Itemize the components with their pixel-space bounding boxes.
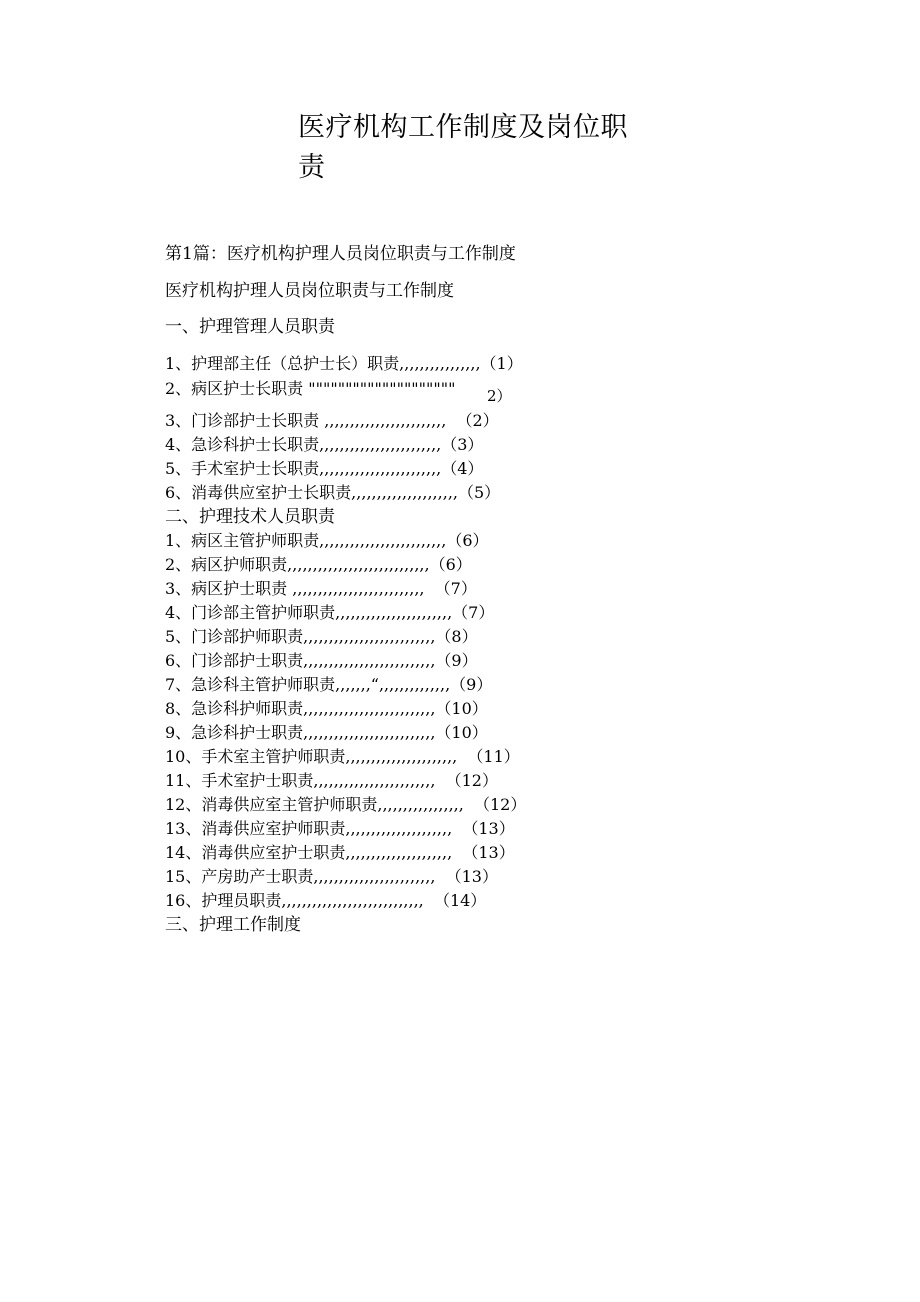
toc-entry: 3、门诊部护士长职责 ,,,,,,,,,,,,,,,,,,,,,,,, （2） bbox=[165, 411, 499, 430]
toc-entry-page-number: 2） bbox=[487, 387, 512, 405]
toc-entry: 3、病区护士职责 ,,,,,,,,,,,,,,,,,,,,,,,,,, （7） bbox=[165, 579, 477, 598]
section-heading-technical: 二、护理技术人员职责 bbox=[165, 507, 335, 527]
section-heading-work-rules: 三、护理工作制度 bbox=[165, 915, 301, 935]
document-title bbox=[298, 108, 628, 188]
document-title-line-1: 医疗机构工作制度及岗位职 bbox=[298, 112, 628, 143]
toc-entry: 2、病区护师职责,,,,,,,,,,,,,,,,,,,,,,,,,,,,（6） bbox=[165, 555, 472, 574]
toc-entry: 1、病区主管护师职责,,,,,,,,,,,,,,,,,,,,,,,,,（6） bbox=[165, 531, 489, 550]
toc-entry: 8、急诊科护师职责,,,,,,,,,,,,,,,,,,,,,,,,,,（10） bbox=[165, 699, 488, 718]
toc-entry: 7、急诊科主管护师职责,,,,,,,“,,,,,,,,,,,,,,（9） bbox=[165, 675, 493, 694]
toc-entry: 4、门诊部主管护师职责,,,,,,,,,,,,,,,,,,,,,,,（7） bbox=[165, 603, 495, 622]
toc-entry: 16、护理员职责,,,,,,,,,,,,,,,,,,,,,,,,,,,, （14） bbox=[165, 891, 487, 910]
toc-entry: 15、产房助产士职责,,,,,,,,,,,,,,,,,,,,,,,, （13） bbox=[165, 867, 498, 886]
toc-entry: 9、急诊科护士职责,,,,,,,,,,,,,,,,,,,,,,,,,,（10） bbox=[165, 723, 488, 742]
part-heading: 第1篇：医疗机构护理人员岗位职责与工作制度 bbox=[165, 244, 516, 264]
toc-entry: 5、手术室护士长职责,,,,,,,,,,,,,,,,,,,,,,,,（4） bbox=[165, 459, 484, 478]
toc-entry: 14、消毒供应室护士职责,,,,,,,,,,,,,,,,,,,,, （13） bbox=[165, 843, 515, 862]
toc-entry: 5、门诊部护师职责,,,,,,,,,,,,,,,,,,,,,,,,,,（8） bbox=[165, 627, 478, 646]
subtitle: 医疗机构护理人员岗位职责与工作制度 bbox=[165, 281, 454, 301]
toc-entry: 11、手术室护士职责,,,,,,,,,,,,,,,,,,,,,,,, （12） bbox=[165, 771, 498, 790]
toc-entry: 10、手术室主管护师职责,,,,,,,,,,,,,,,,,,,,,, （11） bbox=[165, 747, 520, 766]
toc-entry: 6、消毒供应室护士长职责,,,,,,,,,,,,,,,,,,,,,（5） bbox=[165, 483, 501, 502]
document-title-line-2: 责 bbox=[298, 152, 326, 183]
toc-entry: 1、护理部主任（总护士长）职责,,,,,,,,,,,,,,,,（1） bbox=[165, 354, 523, 373]
toc-entry: 13、消毒供应室护师职责,,,,,,,,,,,,,,,,,,,,, （13） bbox=[165, 819, 515, 838]
toc-entry: 2、病区护士长职责 """""""""""""""""""" bbox=[165, 379, 456, 398]
toc-entry: 6、门诊部护士职责,,,,,,,,,,,,,,,,,,,,,,,,,,（9） bbox=[165, 651, 478, 670]
toc-entry: 12、消毒供应室主管护师职责,,,,,,,,,,,,,,,,, （12） bbox=[165, 795, 527, 814]
toc-entry: 4、急诊科护士长职责,,,,,,,,,,,,,,,,,,,,,,,,（3） bbox=[165, 435, 484, 454]
section-heading-management: 一、护理管理人员职责 bbox=[165, 317, 335, 337]
